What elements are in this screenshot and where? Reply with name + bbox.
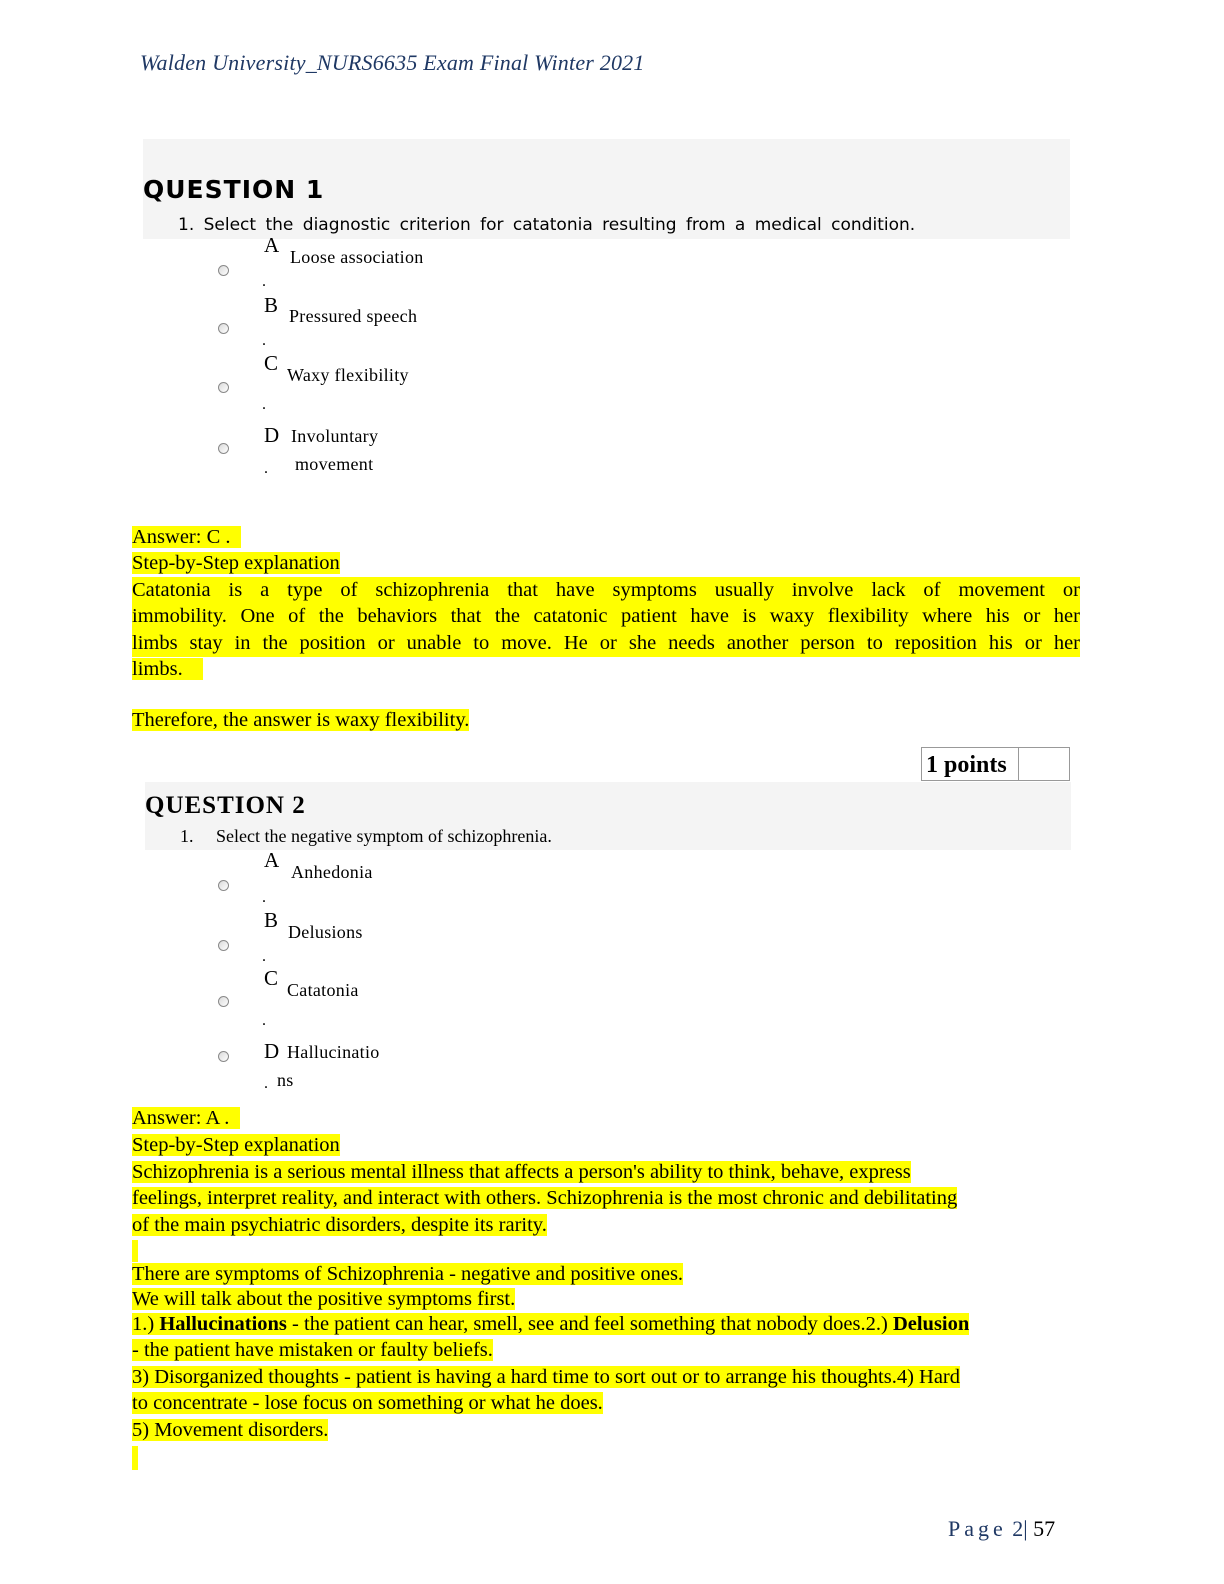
- q2-positive-intro-text: We will talk about the positive symptoms first.: [132, 1288, 516, 1310]
- q2-option-d-label-line1: Hallucinatio: [287, 1042, 380, 1062]
- q1-answer: [132, 524, 241, 551]
- q2-option-d-dot: .: [264, 1075, 268, 1092]
- highlight-marker: [132, 1240, 138, 1262]
- q2-item-2-desc: - the patient have mistaken or faulty beliefs.: [132, 1339, 493, 1361]
- q1-option-c-label: Waxy flexibility: [287, 365, 409, 385]
- q2-item-1-term: Hallucinations: [159, 1313, 287, 1335]
- q2-symptoms-intro: [132, 1261, 683, 1288]
- q2-option-a-letter: A: [264, 848, 280, 872]
- q2-option-b-label: Delusions: [288, 922, 363, 942]
- q2-option-c-radio[interactable]: [218, 996, 229, 1007]
- q2-item-5-text: 5) Movement disorders.: [132, 1419, 329, 1441]
- question-2-text-content: Select the negative symptom of schizophrenia.: [216, 826, 552, 846]
- q1-explanation-line-2: immobility. One of the behaviors that the catatonic patient have is waxy flexibility where his or her: [132, 603, 1080, 630]
- q2-item-1-number: 1.): [132, 1313, 160, 1335]
- q1-option-d-radio[interactable]: [218, 443, 229, 454]
- q1-explanation-heading-text: Step-by-Step explanation: [132, 552, 340, 574]
- q2-option-d-label-line2: ns: [277, 1070, 294, 1090]
- q2-option-d-radio[interactable]: [218, 1051, 229, 1062]
- q2-explanation-line-2: [132, 1185, 957, 1212]
- q1-option-b-dot: .: [262, 332, 266, 349]
- q1-option-c-dot: .: [262, 396, 266, 413]
- q2-option-c-letter: C: [264, 966, 279, 990]
- q1-answer-text: Answer: C .: [132, 526, 231, 548]
- q2-item-5-line: [132, 1417, 328, 1444]
- q1-conclusion-text: Therefore, the answer is waxy flexibility.: [132, 709, 470, 731]
- q1-option-d-dot: .: [264, 460, 268, 477]
- q2-explanation-line-3-text: of the main psychiatric disorders, despite its rarity.: [132, 1214, 547, 1236]
- q1-option-a-label: Loose association: [290, 247, 424, 267]
- q2-option-a-label: Anhedonia: [291, 862, 373, 882]
- document-header-title: Walden University_NURS6635 Exam Final Winter 2021: [140, 50, 645, 75]
- q1-explanation-line-4: [132, 656, 203, 683]
- q1-option-a-dot: .: [262, 273, 266, 290]
- q1-option-d-letter: D: [264, 423, 280, 447]
- q2-answer: [132, 1105, 240, 1132]
- q1-option-d-label-line1: Involuntary: [291, 426, 379, 446]
- q1-explanation-line-3: limbs stay in the position or unable to move. He or she needs another person to reposition his or her: [132, 630, 1080, 657]
- q2-item-4-line: [132, 1390, 603, 1417]
- q2-option-a-dot: .: [262, 889, 266, 906]
- q2-item-1-desc: - the patient can hear, smell, see and feel something that nobody does.: [286, 1313, 866, 1335]
- points-label: 1 points: [926, 752, 1007, 778]
- q2-explanation-line-1-text: Schizophrenia is a serious mental illness that affects a person's ability to think, behave, express: [132, 1161, 911, 1183]
- q2-item-2-desc-line: [132, 1337, 493, 1364]
- q2-item-1-2-line: [132, 1311, 969, 1338]
- q1-explanation-heading: [132, 550, 340, 577]
- q1-option-b-label: Pressured speech: [289, 306, 418, 326]
- q1-conclusion: [132, 707, 469, 734]
- q2-option-d-letter: D: [264, 1039, 280, 1063]
- points-box-divider: [1018, 748, 1019, 780]
- q1-option-b-letter: B: [264, 293, 279, 317]
- q2-item-4-inline: 4) Hard: [896, 1366, 961, 1388]
- q2-item-3-text: 3) Disorganized thoughts - patient is having a hard time to sort out or to arrange his thoughts.: [132, 1366, 897, 1388]
- footer-total-pages: 57: [1033, 1516, 1056, 1541]
- q2-symptoms-intro-text: There are symptoms of Schizophrenia - negative and positive ones.: [132, 1263, 684, 1285]
- q1-option-a-radio[interactable]: [218, 265, 229, 276]
- question-1-title: QUESTION 1: [143, 175, 325, 204]
- footer-page-word: Page: [948, 1516, 1007, 1541]
- q1-option-a-letter: A: [264, 233, 280, 257]
- q2-item-2-term: Delusion: [892, 1313, 970, 1335]
- q1-explanation-line-4-text: limbs.: [132, 658, 183, 680]
- page-footer: [948, 1516, 1055, 1542]
- q2-option-b-letter: B: [264, 908, 279, 932]
- q1-option-b-radio[interactable]: [218, 323, 229, 334]
- q1-option-d-label-line2: movement: [295, 454, 374, 474]
- q2-explanation-heading: [132, 1132, 340, 1159]
- question-2-text: [180, 826, 552, 847]
- q1-explanation-line-1: Catatonia is a type of schizophrenia that have symptoms usually involve lack of movement or: [132, 577, 1080, 604]
- points-box: [921, 747, 1070, 781]
- q2-option-c-label: Catatonia: [287, 980, 359, 1000]
- q2-positive-intro: [132, 1286, 515, 1313]
- q2-explanation-line-1: [132, 1159, 911, 1186]
- footer-page-number: 2: [1012, 1516, 1024, 1541]
- q2-option-c-dot: .: [262, 1012, 266, 1029]
- q2-option-b-radio[interactable]: [218, 940, 229, 951]
- highlight-marker-end: [132, 1446, 138, 1470]
- question-1-text: 1. Select the diagnostic criterion for catatonia resulting from a medical condition.: [178, 215, 916, 235]
- q2-explanation-line-2-text: feelings, interpret reality, and interact with others. Schizophrenia is the most chronic and debilitating: [132, 1187, 958, 1209]
- question-2-number: 1.: [180, 826, 194, 846]
- q1-option-c-radio[interactable]: [218, 382, 229, 393]
- q2-explanation-line-3: [132, 1212, 547, 1239]
- footer-separator: |: [1023, 1516, 1028, 1541]
- q2-item-2-number: 2.): [865, 1313, 893, 1335]
- q2-option-b-dot: .: [262, 948, 266, 965]
- q1-option-c-letter: C: [264, 351, 279, 375]
- q2-item-3-line: [132, 1364, 960, 1391]
- q2-explanation-heading-text: Step-by-Step explanation: [132, 1134, 340, 1156]
- q2-option-a-radio[interactable]: [218, 880, 229, 891]
- question-2-title: QUESTION 2: [145, 792, 306, 819]
- q2-answer-text: Answer: A .: [132, 1107, 230, 1129]
- q2-item-4-text: to concentrate - lose focus on something or what he does.: [132, 1392, 603, 1414]
